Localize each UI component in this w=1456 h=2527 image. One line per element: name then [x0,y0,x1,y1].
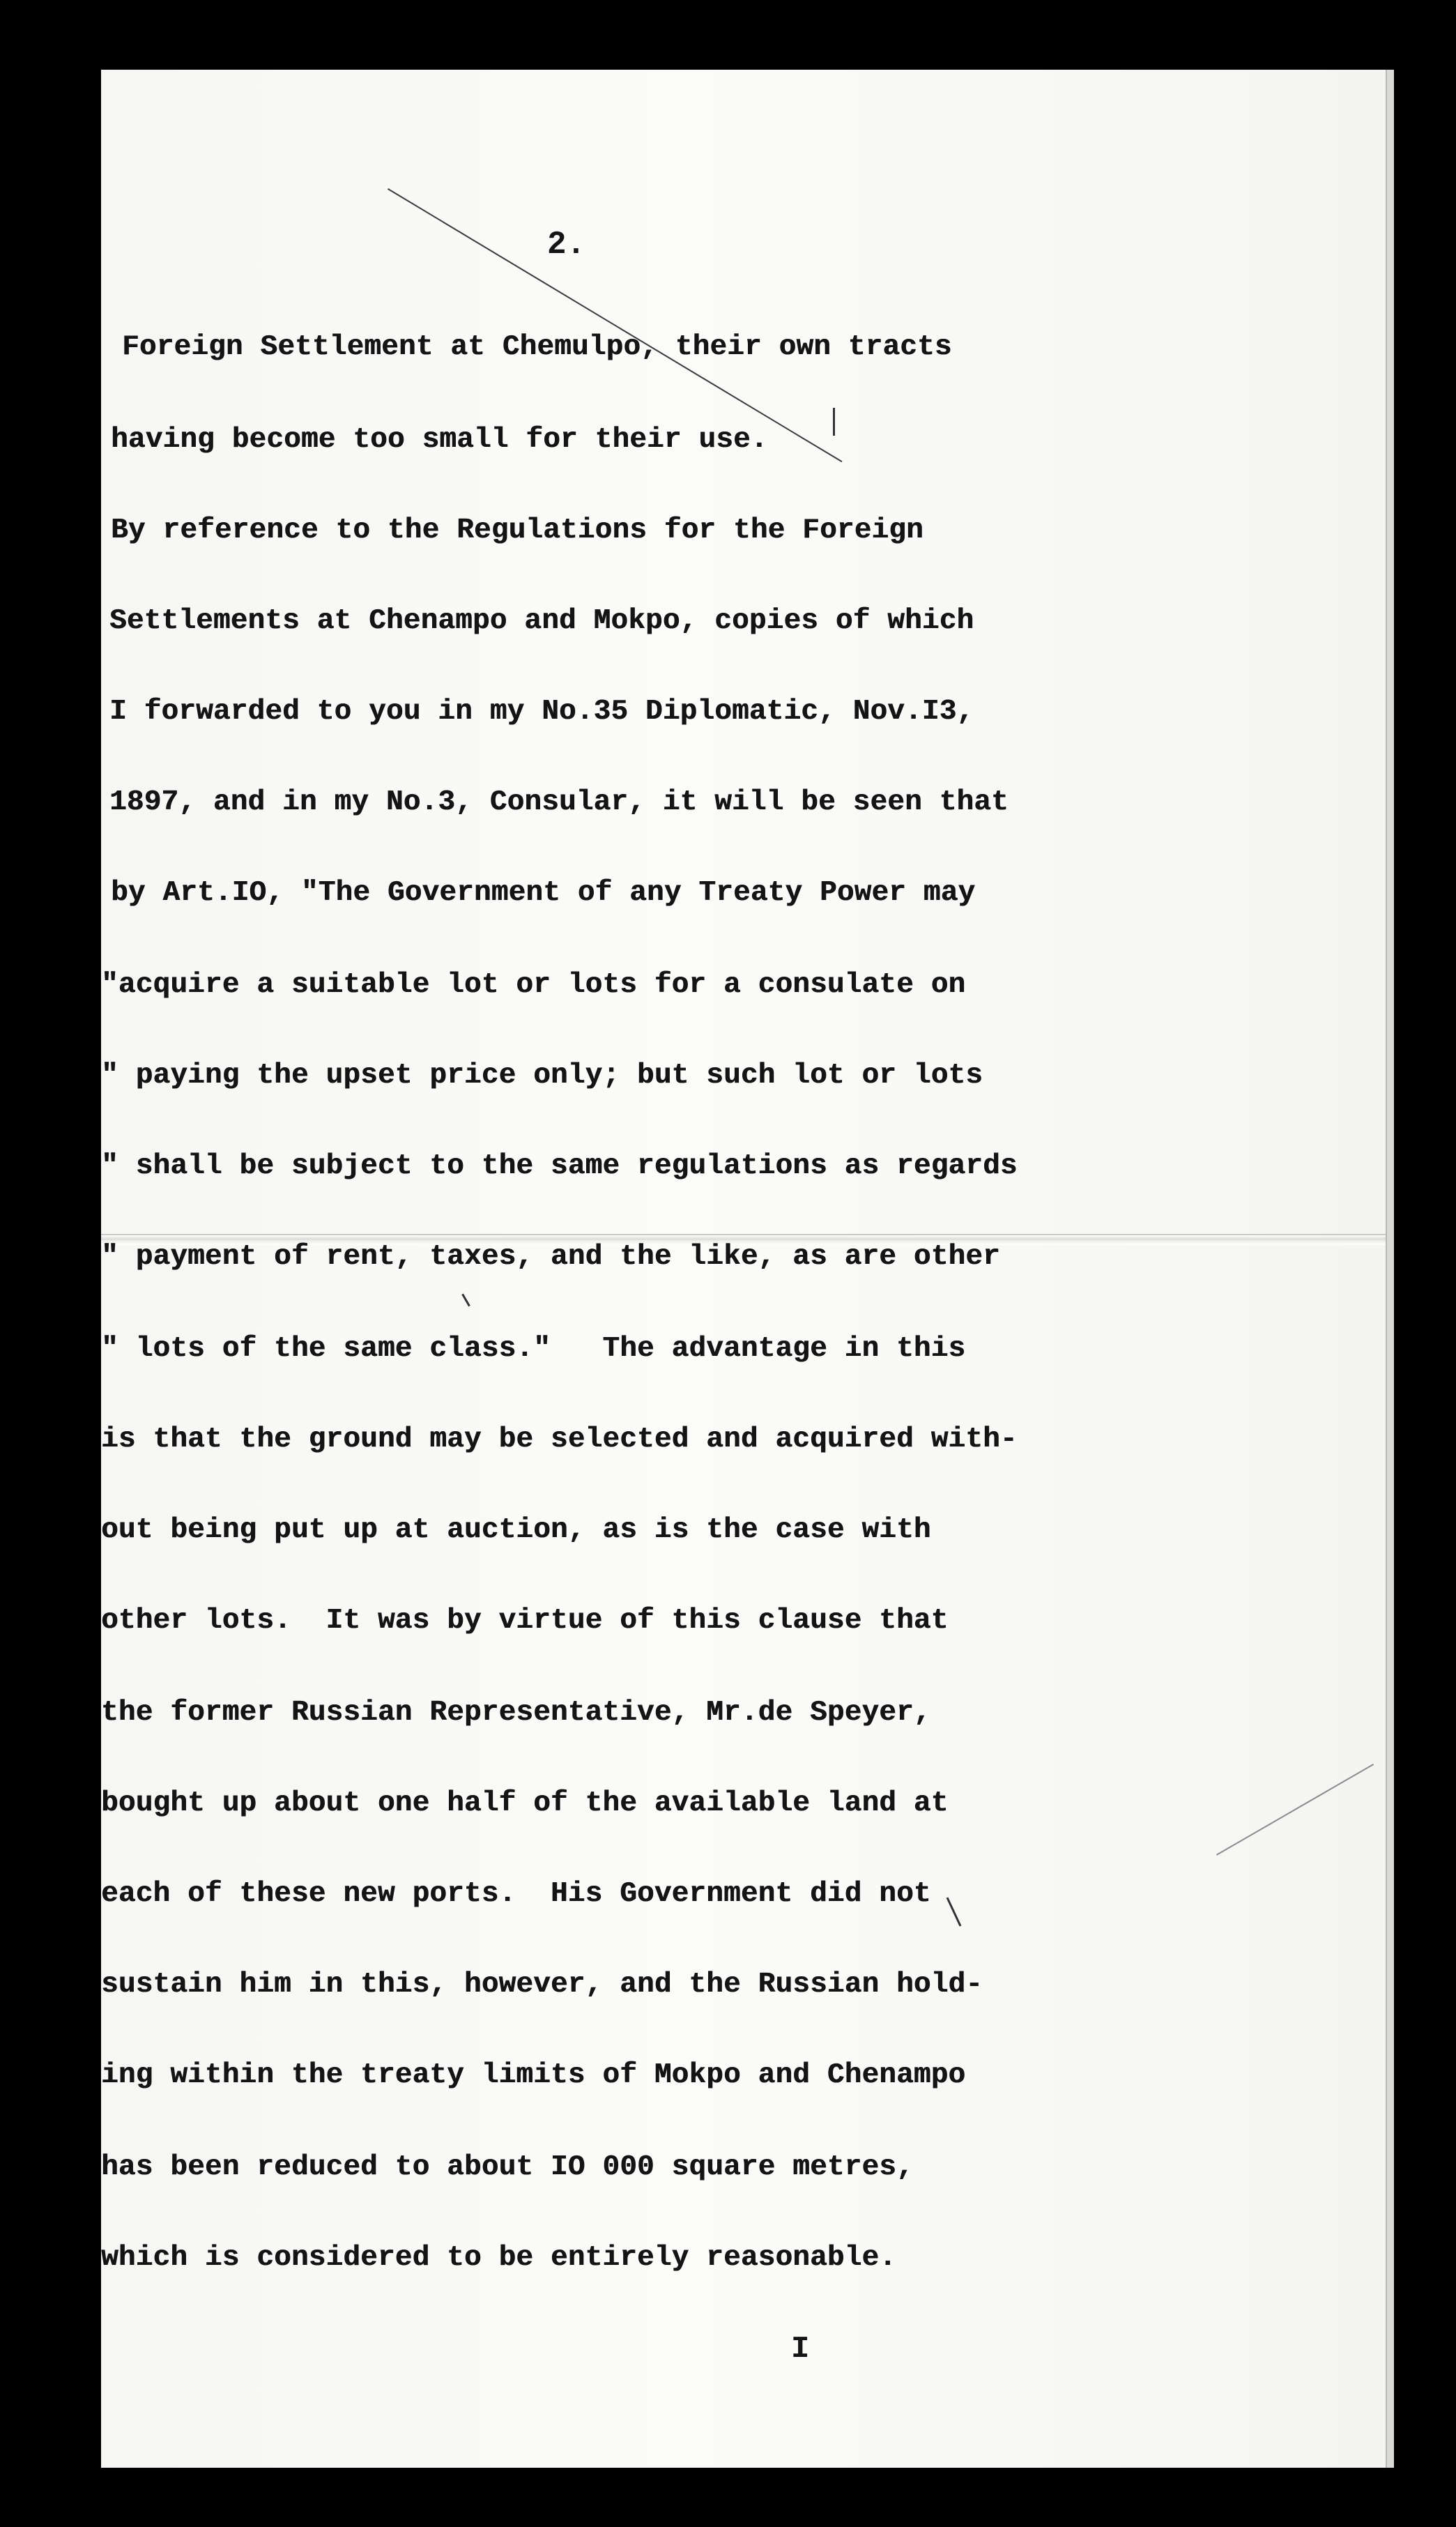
text-line: has been reduced to about IO 000 square metres, [101,2151,914,2183]
stray-mark [833,408,835,436]
text-line: " lots of the same class." The advantage in this [101,1333,966,1365]
stray-pencil-stroke [1216,1764,1374,1856]
text-line: other lots. It was by virtue of this clause that [101,1605,949,1637]
text-line: by Art.IO, "The Government of any Treaty Power may [111,877,976,909]
paper-edge [1386,70,1394,2468]
text-line: the former Russian Representative, Mr.de Speyer, [101,1697,931,1729]
text-line: bought up about one half of the available land at [101,1787,949,1819]
text-line: having become too small for their use. [111,424,768,456]
text-line: Settlements at Chenampo and Mokpo, copies of which [109,605,974,637]
text-line: ing within the treaty limits of Mokpo and Chenampo [101,2059,966,2091]
text-line: sustain him in this, however, and the Russian hold- [101,1969,983,2001]
stray-mark [461,1294,470,1307]
text-line: is that the ground may be selected and acquired with- [101,1423,1018,1456]
text-line: each of these new ports. His Government did not [101,1878,931,1910]
text-line: I forwarded to you in my No.35 Diplomatic, Nov.I3, [109,696,974,728]
stray-mark [947,1897,962,1926]
text-line: which is considered to be entirely reasonable. [101,2242,896,2274]
text-line: "acquire a suitable lot or lots for a consulate on [101,969,966,1001]
page-number: 2. [547,227,586,263]
document-page [101,70,1394,2468]
stray-pen-stroke [388,188,842,462]
text-line: " payment of rent, taxes, and the like, as are other [101,1241,1000,1273]
text-line: " paying the upset price only; but such lot or lots [101,1060,983,1092]
text-line: out being put up at auction, as is the case with [101,1514,931,1546]
text-line: Foreign Settlement at Chemulpo, their own tracts [122,331,952,363]
text-line: 1897, and in my No.3, Consular, it will be seen that [109,786,1009,818]
text-line: " shall be subject to the same regulations as regards [101,1150,1018,1182]
catchword: I [791,2332,810,2367]
text-line: By reference to the Regulations for the Foreign [111,514,924,547]
